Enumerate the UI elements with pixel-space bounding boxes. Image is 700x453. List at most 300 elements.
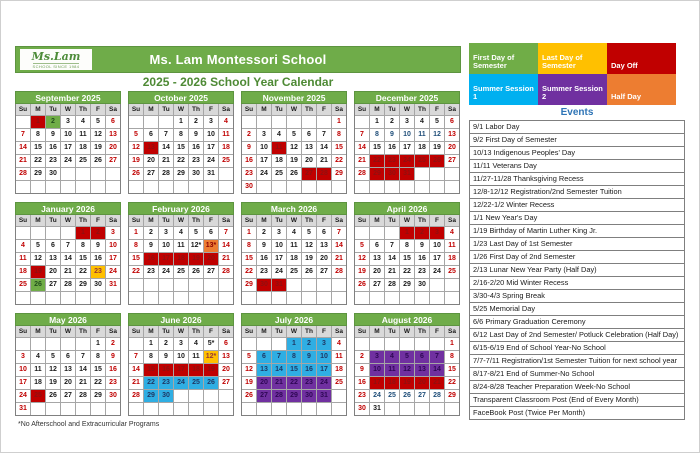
event-row: 8/24-8/28 Teacher Preparation Week-No School	[469, 380, 685, 394]
day-cell	[204, 403, 218, 415]
day-cell: 26	[31, 279, 45, 291]
weekday-header: F	[204, 215, 218, 226]
day-cell: 27	[370, 279, 384, 291]
day-cell	[174, 292, 188, 304]
day-cell: 11	[272, 142, 286, 154]
day-cell: 19	[400, 377, 414, 389]
day-cell: 5	[430, 116, 444, 128]
day-cell	[174, 390, 188, 402]
day-cell	[31, 292, 45, 304]
day-cell: 10	[370, 364, 384, 376]
day-cell	[415, 181, 429, 193]
day-cell: 17	[204, 142, 218, 154]
day-cell: 1	[400, 227, 414, 239]
month-title: October 2025	[128, 91, 234, 104]
day-cell: 22	[174, 155, 188, 167]
day-cell: 8	[144, 351, 158, 363]
day-cell: 13	[445, 129, 459, 141]
month-grid	[128, 215, 234, 305]
weekday-header: Su	[355, 326, 369, 337]
day-cell: 4	[31, 351, 45, 363]
day-cell: 24	[317, 377, 331, 389]
day-cell: 22	[144, 377, 158, 389]
day-cell	[204, 390, 218, 402]
day-cell: 23	[106, 377, 120, 389]
day-cell	[46, 292, 60, 304]
day-cell: 25	[16, 279, 30, 291]
month-september-2025	[15, 91, 121, 195]
weekday-header: Sa	[219, 104, 233, 115]
event-row: 10/13 Indigenous Peoples' Day	[469, 146, 685, 160]
weekday-header: F	[204, 326, 218, 337]
day-cell: 3	[174, 338, 188, 350]
day-cell: 17	[16, 377, 30, 389]
day-cell: 9	[46, 129, 60, 141]
day-cell: 10	[317, 351, 331, 363]
day-cell	[332, 292, 346, 304]
day-cell	[76, 168, 90, 180]
day-cell	[76, 181, 90, 193]
day-cell: 30	[415, 279, 429, 291]
day-cell	[257, 292, 271, 304]
day-cell	[370, 227, 384, 239]
day-cell	[189, 403, 203, 415]
day-cell: 15	[332, 142, 346, 154]
day-cell: 7	[129, 351, 143, 363]
day-cell	[302, 403, 316, 415]
day-cell: 17	[430, 253, 444, 265]
day-cell: 16	[415, 253, 429, 265]
day-cell: 19	[129, 155, 143, 167]
day-cell: 20	[257, 377, 271, 389]
day-cell	[219, 390, 233, 402]
month-march-2026	[241, 202, 347, 306]
day-cell: 23	[355, 390, 369, 402]
day-cell: 2	[106, 338, 120, 350]
day-cell	[204, 181, 218, 193]
day-cell: 6	[445, 116, 459, 128]
day-cell	[317, 116, 331, 128]
events-list	[469, 120, 685, 420]
day-cell: 22	[31, 155, 45, 167]
day-cell: 15	[287, 364, 301, 376]
event-row: 12/22-1/2 Winter Recess	[469, 198, 685, 212]
day-cell: 17	[400, 142, 414, 154]
day-cell	[189, 292, 203, 304]
day-cell: 3	[106, 227, 120, 239]
day-cell: 25	[415, 155, 429, 167]
day-cell: 4	[76, 116, 90, 128]
day-cell: 15	[76, 253, 90, 265]
day-cell: 12	[400, 364, 414, 376]
day-cell: 31	[370, 403, 384, 415]
day-cell	[129, 338, 143, 350]
day-cell	[242, 116, 256, 128]
day-cell: 28	[159, 168, 173, 180]
weekday-header: Sa	[445, 215, 459, 226]
day-cell: 24	[272, 266, 286, 278]
day-cell: 19	[242, 377, 256, 389]
day-cell: 9	[257, 240, 271, 252]
day-cell: 29	[91, 390, 105, 402]
day-cell: 29	[76, 279, 90, 291]
day-cell: 21	[219, 253, 233, 265]
month-may-2026	[15, 313, 121, 417]
weekday-header: W	[400, 215, 414, 226]
day-cell: 20	[204, 253, 218, 265]
weekday-header: F	[204, 104, 218, 115]
day-cell: 8	[445, 351, 459, 363]
day-cell	[257, 116, 271, 128]
day-cell	[16, 338, 30, 350]
day-cell: 26	[46, 390, 60, 402]
day-cell: 7	[430, 351, 444, 363]
day-cell: 14	[16, 142, 30, 154]
day-cell: 16	[91, 253, 105, 265]
day-cell: 30	[46, 168, 60, 180]
day-cell	[144, 292, 158, 304]
day-cell: 23	[302, 377, 316, 389]
day-cell: 11	[445, 240, 459, 252]
day-cell	[430, 279, 444, 291]
weekday-header: Th	[415, 104, 429, 115]
day-cell: 22	[76, 266, 90, 278]
weekday-header: W	[174, 326, 188, 337]
month-grid	[15, 326, 121, 416]
day-cell: 21	[332, 253, 346, 265]
weekday-header: Sa	[445, 104, 459, 115]
day-cell: 18	[415, 142, 429, 154]
day-cell: 8	[332, 129, 346, 141]
day-cell: 22	[332, 155, 346, 167]
day-cell	[370, 181, 384, 193]
day-cell: 17	[106, 253, 120, 265]
day-cell: 28	[61, 279, 75, 291]
day-cell	[129, 181, 143, 193]
day-cell: 23	[144, 266, 158, 278]
day-cell	[385, 227, 399, 239]
day-cell: 3	[317, 338, 331, 350]
day-cell: 3	[204, 116, 218, 128]
day-cell	[370, 292, 384, 304]
weekday-header: Th	[302, 326, 316, 337]
day-cell: 21	[129, 377, 143, 389]
legend-item-summer-session-2: Summer Session 2	[538, 74, 607, 105]
day-cell: 18	[332, 364, 346, 376]
weekday-header: Tu	[385, 215, 399, 226]
day-cell: 7	[159, 129, 173, 141]
day-cell: 6	[317, 227, 331, 239]
events-panel	[469, 107, 685, 420]
day-cell: 27	[445, 155, 459, 167]
day-cell: 26	[302, 266, 316, 278]
day-cell	[61, 292, 75, 304]
day-cell: 1	[31, 116, 45, 128]
day-cell: 27	[144, 168, 158, 180]
day-cell	[159, 403, 173, 415]
month-grid	[15, 104, 121, 194]
day-cell: 5*	[204, 338, 218, 350]
weekday-header: F	[430, 215, 444, 226]
day-cell: 14	[355, 142, 369, 154]
day-cell	[302, 279, 316, 291]
day-cell: 15	[445, 364, 459, 376]
weekday-header: W	[400, 104, 414, 115]
day-cell	[174, 181, 188, 193]
weekday-header: Th	[189, 215, 203, 226]
day-cell	[257, 338, 271, 350]
day-cell: 25	[174, 266, 188, 278]
day-cell: 16	[385, 142, 399, 154]
day-cell: 12	[242, 364, 256, 376]
day-cell	[129, 403, 143, 415]
day-cell: 5	[31, 240, 45, 252]
day-cell: 28	[385, 279, 399, 291]
day-cell: 22	[91, 377, 105, 389]
day-cell: 8	[242, 240, 256, 252]
day-cell: 8	[91, 351, 105, 363]
day-cell: 31	[204, 168, 218, 180]
day-cell: 5	[287, 129, 301, 141]
day-cell	[61, 338, 75, 350]
day-cell	[355, 181, 369, 193]
weekday-header: M	[31, 326, 45, 337]
day-cell: 4	[174, 227, 188, 239]
day-cell: 20	[302, 155, 316, 167]
day-cell: 3	[430, 227, 444, 239]
day-cell: 20	[317, 253, 331, 265]
day-cell	[272, 181, 286, 193]
weekday-header: W	[174, 215, 188, 226]
day-cell: 27	[106, 155, 120, 167]
day-cell: 24	[257, 168, 271, 180]
weekday-header: Su	[16, 215, 30, 226]
day-cell	[189, 279, 203, 291]
day-cell: 15	[144, 364, 158, 376]
day-cell	[355, 116, 369, 128]
day-cell	[400, 403, 414, 415]
day-cell	[302, 292, 316, 304]
weekday-header: Tu	[159, 326, 173, 337]
day-cell: 7	[355, 129, 369, 141]
weekday-header: Su	[129, 326, 143, 337]
day-cell	[16, 116, 30, 128]
weekday-header: Tu	[385, 104, 399, 115]
weekday-header: F	[91, 215, 105, 226]
day-cell: 21	[272, 377, 286, 389]
day-cell: 27	[317, 266, 331, 278]
day-cell	[61, 403, 75, 415]
legend-item-last-day-of-semester: Last Day of Semester	[538, 43, 607, 74]
event-row: 8/17-8/21 End of Summer-No School	[469, 367, 685, 381]
event-row: 1/1 New Year's Day	[469, 211, 685, 225]
day-cell: 28	[332, 266, 346, 278]
day-cell: 9	[302, 351, 316, 363]
day-cell: 14	[430, 364, 444, 376]
weekday-header: Su	[242, 104, 256, 115]
weekday-header: Th	[302, 215, 316, 226]
day-cell: 4	[445, 227, 459, 239]
day-cell	[317, 403, 331, 415]
day-cell: 31	[106, 279, 120, 291]
weekday-header: W	[174, 104, 188, 115]
day-cell: 26	[355, 279, 369, 291]
month-grid	[128, 104, 234, 194]
day-cell	[242, 403, 256, 415]
day-cell	[287, 279, 301, 291]
weekday-header: Tu	[46, 326, 60, 337]
day-cell: 19	[189, 253, 203, 265]
day-cell	[106, 403, 120, 415]
day-cell: 16	[257, 253, 271, 265]
day-cell: 6	[46, 240, 60, 252]
month-grid	[128, 326, 234, 416]
day-cell	[159, 292, 173, 304]
day-cell: 11	[76, 129, 90, 141]
day-cell: 18	[272, 155, 286, 167]
day-cell: 14	[159, 142, 173, 154]
weekday-header: Su	[242, 326, 256, 337]
day-cell: 16	[302, 364, 316, 376]
day-cell	[400, 338, 414, 350]
day-cell: 6	[370, 240, 384, 252]
day-cell: 12*	[204, 351, 218, 363]
day-cell: 10	[272, 240, 286, 252]
day-cell: 7	[219, 227, 233, 239]
day-cell: 1	[287, 338, 301, 350]
month-title: January 2026	[15, 202, 121, 215]
day-cell	[332, 279, 346, 291]
day-cell	[46, 181, 60, 193]
day-cell: 10	[174, 351, 188, 363]
day-cell: 3	[370, 351, 384, 363]
day-cell: 13	[317, 240, 331, 252]
day-cell: 22	[129, 266, 143, 278]
day-cell: 25	[385, 390, 399, 402]
day-cell: 28	[76, 390, 90, 402]
event-row: 1/26 First Day of 2nd Semester	[469, 250, 685, 264]
day-cell	[415, 168, 429, 180]
day-cell: 25	[287, 266, 301, 278]
logo-name: Ms.Lam	[31, 49, 81, 63]
day-cell: 27	[219, 377, 233, 389]
day-cell: 9	[355, 364, 369, 376]
day-cell	[219, 181, 233, 193]
weekday-header: W	[61, 104, 75, 115]
day-cell: 2	[46, 116, 60, 128]
day-cell	[16, 227, 30, 239]
day-cell	[415, 338, 429, 350]
day-cell: 5	[242, 351, 256, 363]
day-cell: 6	[302, 129, 316, 141]
month-november-2025	[241, 91, 347, 195]
day-cell: 22	[400, 266, 414, 278]
day-cell: 29	[370, 168, 384, 180]
weekday-header: Tu	[46, 104, 60, 115]
day-cell	[317, 292, 331, 304]
month-grid	[241, 104, 347, 194]
day-cell: 10	[106, 240, 120, 252]
day-cell: 3	[257, 129, 271, 141]
day-cell	[355, 338, 369, 350]
month-title: June 2026	[128, 313, 234, 326]
day-cell: 15	[174, 142, 188, 154]
day-cell: 26	[287, 168, 301, 180]
day-cell: 11	[189, 351, 203, 363]
day-cell: 25	[332, 377, 346, 389]
day-cell: 28	[219, 266, 233, 278]
day-cell: 28	[129, 390, 143, 402]
day-cell: 14	[61, 253, 75, 265]
header-bar	[15, 46, 461, 73]
day-cell: 22	[445, 377, 459, 389]
day-cell: 13	[106, 129, 120, 141]
day-cell	[46, 227, 60, 239]
event-row: 11/27-11/28 Thanksgiving Recess	[469, 172, 685, 186]
weekday-header: F	[317, 326, 331, 337]
weekday-header: Sa	[219, 215, 233, 226]
day-cell: 12	[31, 253, 45, 265]
weekday-header: Th	[189, 326, 203, 337]
day-cell: 15	[31, 142, 45, 154]
footnote: *No Afterschool and Extracurricular Programs	[18, 421, 160, 428]
school-name: Ms. Lam Montessori School	[149, 52, 327, 67]
day-cell	[370, 338, 384, 350]
month-grid	[241, 326, 347, 416]
day-cell	[76, 292, 90, 304]
weekday-header: F	[91, 104, 105, 115]
event-row: 6/6 Primary Graduation Ceremony	[469, 315, 685, 329]
day-cell: 21	[61, 266, 75, 278]
day-cell: 26	[129, 168, 143, 180]
weekday-header: W	[287, 215, 301, 226]
day-cell: 16	[144, 253, 158, 265]
month-title: April 2026	[354, 202, 460, 215]
weekday-header: Su	[16, 104, 30, 115]
day-cell: 18	[385, 377, 399, 389]
month-title: March 2026	[241, 202, 347, 215]
day-cell: 14	[76, 364, 90, 376]
weekday-header: W	[400, 326, 414, 337]
day-cell: 25	[272, 168, 286, 180]
event-row: FaceBook Post (Twice Per Month)	[469, 406, 685, 420]
day-cell: 14	[219, 240, 233, 252]
day-cell	[204, 292, 218, 304]
day-cell	[189, 390, 203, 402]
legend-item-summer-session-1: Summer Session 1	[469, 74, 538, 105]
day-cell	[174, 403, 188, 415]
day-cell: 30	[91, 279, 105, 291]
day-cell: 6	[219, 338, 233, 350]
day-cell	[332, 403, 346, 415]
day-cell: 17	[159, 253, 173, 265]
day-cell	[144, 403, 158, 415]
day-cell: 24	[400, 155, 414, 167]
day-cell	[219, 292, 233, 304]
day-cell: 5	[355, 240, 369, 252]
day-cell: 19	[302, 253, 316, 265]
day-cell: 1	[76, 227, 90, 239]
weekday-header: Tu	[385, 326, 399, 337]
day-cell: 18	[189, 364, 203, 376]
day-cell: 13	[415, 364, 429, 376]
weekday-header: M	[144, 104, 158, 115]
day-cell: 8	[129, 240, 143, 252]
weekday-header: Tu	[272, 104, 286, 115]
day-cell: 6	[106, 116, 120, 128]
weekday-header: Tu	[272, 215, 286, 226]
day-cell: 28	[16, 168, 30, 180]
